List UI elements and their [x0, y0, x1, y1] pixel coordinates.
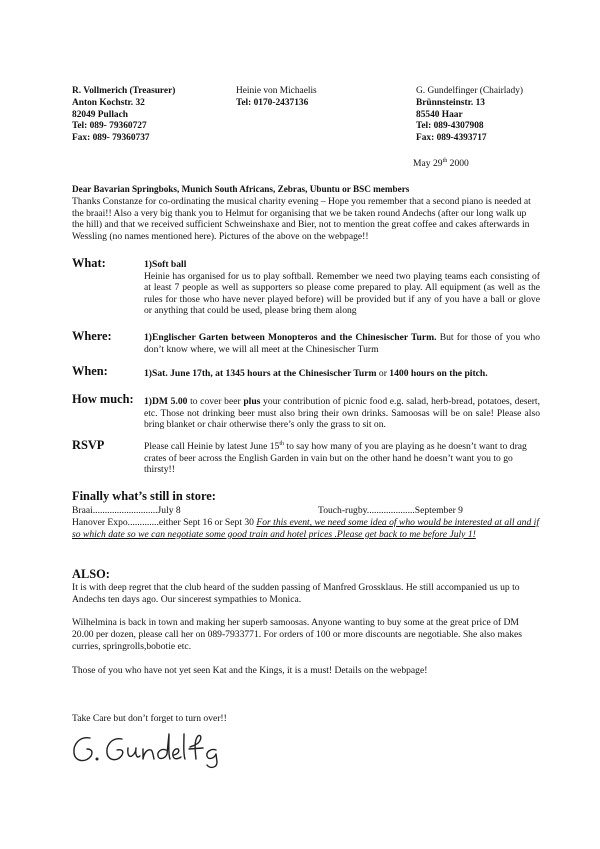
event-hanover-expo: Hanover Expo.............either Sept 16 or Sept 30 For this event, we need some idea of who would be interested at all and if so which date so we can negotiate some good train and hotel prices .Please get back to me before July 1! [72, 517, 540, 540]
handwritten-signature [70, 730, 230, 770]
how-much-text: 1)DM 5.00 to cover beer plus your contribution of picnic food e.g. salad, herb-bread, potatoes, desert, etc. Those not drinking beer must also bring their own drinks. Samoosas will be on sale! Please also bring blanket or chair otherwise there’s only the grass to sit on. [144, 396, 540, 431]
what-heading: 1)Soft ball [144, 259, 187, 270]
letter-date: May 29th 2000 [413, 158, 469, 169]
treasurer-fax: Fax: 089- 79360737 [72, 133, 150, 144]
organiser-contact [236, 86, 317, 110]
organiser-name: Heinie von Michaelis [236, 86, 317, 96]
treasurer-contact [72, 86, 175, 145]
chairlady-fax: Fax: 089-4393717 [416, 133, 487, 144]
when-text: 1)Sat. June 17th, at 1345 hours at the Chinesischer Turm or 1400 hours on the pitch. [144, 368, 488, 379]
condolence-paragraph: It is with deep regret that the club heard of the sudden passing of Manfred Grossklaus. He still accompanied us up to Andechs ten days ago. Our sincerest sympathies to Monica. [72, 582, 520, 605]
what-label: What: [72, 256, 106, 270]
treasurer-tel: Tel: 089- 79360727 [72, 121, 147, 132]
kat-kings-paragraph: Those of you who have not yet seen Kat and the Kings, it is a must! Details on the webpage! [72, 665, 428, 676]
how-much-label: How much: [72, 392, 134, 406]
chairlady-tel: Tel: 089-4307908 [416, 121, 484, 132]
what-text [144, 259, 540, 317]
event-touch-rugby: Touch-rugby....................September 9 [318, 505, 463, 516]
treasurer-name: R. Vollmerich (Treasurer) [72, 86, 176, 96]
hanover-note: For this event, we need some idea of who would be interested at all and if so which date so we can negotiate some good train and hotel prices .Please get back to me before July 1! [72, 517, 540, 540]
treasurer-street: Anton Kochstr. 32 [72, 97, 145, 108]
samoosa-paragraph: Wilhelmina is back in town and making her superb samoosas. Anyone wanting to buy some at the great price of DM 20.00 per dozen, please call her on 089-7933771. For orders of 100 or more discounts are negotiable. She also makes curries, springrolls,bobotie etc. [72, 617, 522, 652]
where-label: Where: [72, 329, 112, 343]
chairlady-contact [416, 86, 523, 145]
what-description: Heinie has organised for us to play softball. Remember we need two playing teams each consisting of at least 7 people as well as supporters so please come prepared to play. All equipment (as well as the rules for those who have never played before) will be provided but if any of you have a ball or glove or anything that could be used, please bring them along [144, 270, 540, 317]
rsvp-label: RSVP [72, 438, 105, 452]
upcoming-events-title: Finally what’s still in store: [72, 489, 216, 503]
when-label: When: [72, 364, 108, 378]
intro-paragraph: Thanks Constanze for co-ordinating the musical charity evening – Hope you remember that a second piano is needed at the braai!! Also a very big thank you to Helmut for organising that we be taken round Andechs (after our long walk up the hill) and that we received sufficient Schweinshaxe and Bier, not to mention the great coffee and cakes afterwards in Wessling (no names mentioned here). Pictures of the above on the webpage!! [72, 196, 531, 242]
chairlady-city: 85540 Haar [416, 109, 463, 120]
chairlady-name: G. Gundelfinger (Chairlady) [416, 86, 523, 96]
chairlady-street: Brünnsteinstr. 13 [416, 97, 485, 108]
treasurer-city: 82049 Pullach [72, 109, 128, 120]
also-title: ALSO: [72, 567, 110, 581]
where-text: 1)Englischer Garten between Monopteros and the Chinesischer Turm. But for those of you who don’t know where, we will all meet at the Chinesischer Turm [144, 332, 540, 355]
rsvp-text: Please call Heinie by latest June 15th to say how many of you are playing as he doesn’t want to drag crates of beer across the English Garden in vain but on the other hand he doesn’t want you to go thirsty!! [144, 441, 527, 476]
salutation: Dear Bavarian Springboks, Munich South Africans, Zebras, Ubuntu or BSC members [72, 184, 410, 194]
event-braai: Braai...........................July 8 [72, 505, 181, 516]
closing-line: Take Care but don’t forget to turn over!! [72, 713, 227, 724]
organiser-tel: Tel: 0170-2437136 [236, 97, 309, 108]
